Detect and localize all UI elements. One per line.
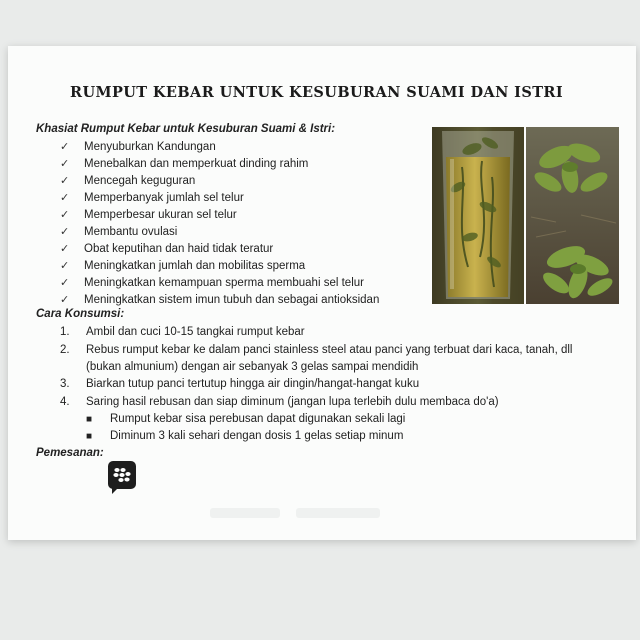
faded-contact-text xyxy=(210,508,280,518)
checkmark-icon: ✓ xyxy=(60,175,70,187)
benefits-heading: Khasiat Rumput Kebar untuk Kesuburan Suami & Istri: xyxy=(36,123,336,135)
step-number: 4. xyxy=(60,396,70,408)
benefit-item xyxy=(60,276,364,289)
step-number: 2. xyxy=(60,344,70,356)
step-text: Ambil dan cuci 10-15 tangkai rumput kebar xyxy=(86,326,305,338)
benefit-text: Meningkatkan kemampuan sperma membuahi sel telur xyxy=(84,277,364,289)
benefit-item xyxy=(60,140,216,153)
bullet-icon: ■ xyxy=(86,414,93,425)
consumption-heading: Cara Konsumsi: xyxy=(36,308,125,320)
step-text-continued: (bukan almunium) dengan air sebanyak 3 gelas sampai mendidih xyxy=(86,361,419,373)
consumption-step xyxy=(60,326,305,338)
benefit-text: Memperbanyak jumlah sel telur xyxy=(84,192,244,204)
order-heading: Pemesanan: xyxy=(36,447,104,459)
checkmark-icon: ✓ xyxy=(60,141,70,153)
checkmark-icon: ✓ xyxy=(60,277,70,289)
step-text: Saring hasil rebusan dan siap diminum (jangan lupa terlebih dulu membaca do'a) xyxy=(86,396,499,408)
consumption-note xyxy=(86,430,403,442)
consumption-step xyxy=(60,344,572,356)
checkmark-icon: ✓ xyxy=(60,260,70,272)
benefit-text: Mencegah keguguran xyxy=(84,175,196,187)
blackberry-messenger-icon[interactable] xyxy=(108,461,136,489)
benefit-item xyxy=(60,242,273,255)
herbal-tea-glass-image xyxy=(432,127,524,304)
benefit-item xyxy=(60,208,237,221)
page-title: RUMPUT KEBAR UNTUK KESUBURAN SUAMI DAN ISTRI xyxy=(70,84,564,101)
benefit-text: Meningkatkan sistem imun tubuh dan sebagai antioksidan xyxy=(84,294,380,306)
benefit-item xyxy=(60,225,177,238)
benefit-item xyxy=(60,174,195,187)
step-text: Biarkan tutup panci tertutup hingga air dingin/hangat-hangat kuku xyxy=(86,378,420,390)
checkmark-icon: ✓ xyxy=(60,294,70,306)
bullet-icon: ■ xyxy=(86,431,93,442)
benefit-item xyxy=(60,293,379,306)
consumption-note xyxy=(86,413,405,425)
checkmark-icon: ✓ xyxy=(60,192,70,204)
checkmark-icon: ✓ xyxy=(60,226,70,238)
benefit-text: Menebalkan dan memperkuat dinding rahim xyxy=(84,158,309,170)
checkmark-icon: ✓ xyxy=(60,209,70,221)
bbm-glyph xyxy=(108,461,136,489)
checkmark-icon: ✓ xyxy=(60,243,70,255)
benefit-text: Menyuburkan Kandungan xyxy=(84,141,216,153)
benefit-item xyxy=(60,259,305,272)
benefit-text: Meningkatkan jumlah dan mobilitas sperma xyxy=(84,260,306,272)
consumption-step xyxy=(60,396,499,408)
step-number: 3. xyxy=(60,378,70,390)
step-text: Rebus rumput kebar ke dalam panci stainless steel atau panci yang terbuat dari kaca, tanah, dll xyxy=(86,344,573,356)
faded-contact-text xyxy=(296,508,380,518)
benefit-text: Obat keputihan dan haid tidak teratur xyxy=(84,243,274,255)
consumption-step xyxy=(60,378,419,390)
step-number: 1. xyxy=(60,326,70,338)
note-text: Rumput kebar sisa perebusan dapat digunakan sekali lagi xyxy=(110,413,406,425)
benefit-text: Membantu ovulasi xyxy=(84,226,178,238)
note-text: Diminum 3 kali sehari dengan dosis 1 gelas setiap minum xyxy=(110,430,404,442)
benefit-text: Memperbesar ukuran sel telur xyxy=(84,209,237,221)
checkmark-icon: ✓ xyxy=(60,158,70,170)
benefit-item xyxy=(60,157,308,170)
rumput-kebar-plant-image xyxy=(526,127,619,304)
benefit-item xyxy=(60,191,244,204)
